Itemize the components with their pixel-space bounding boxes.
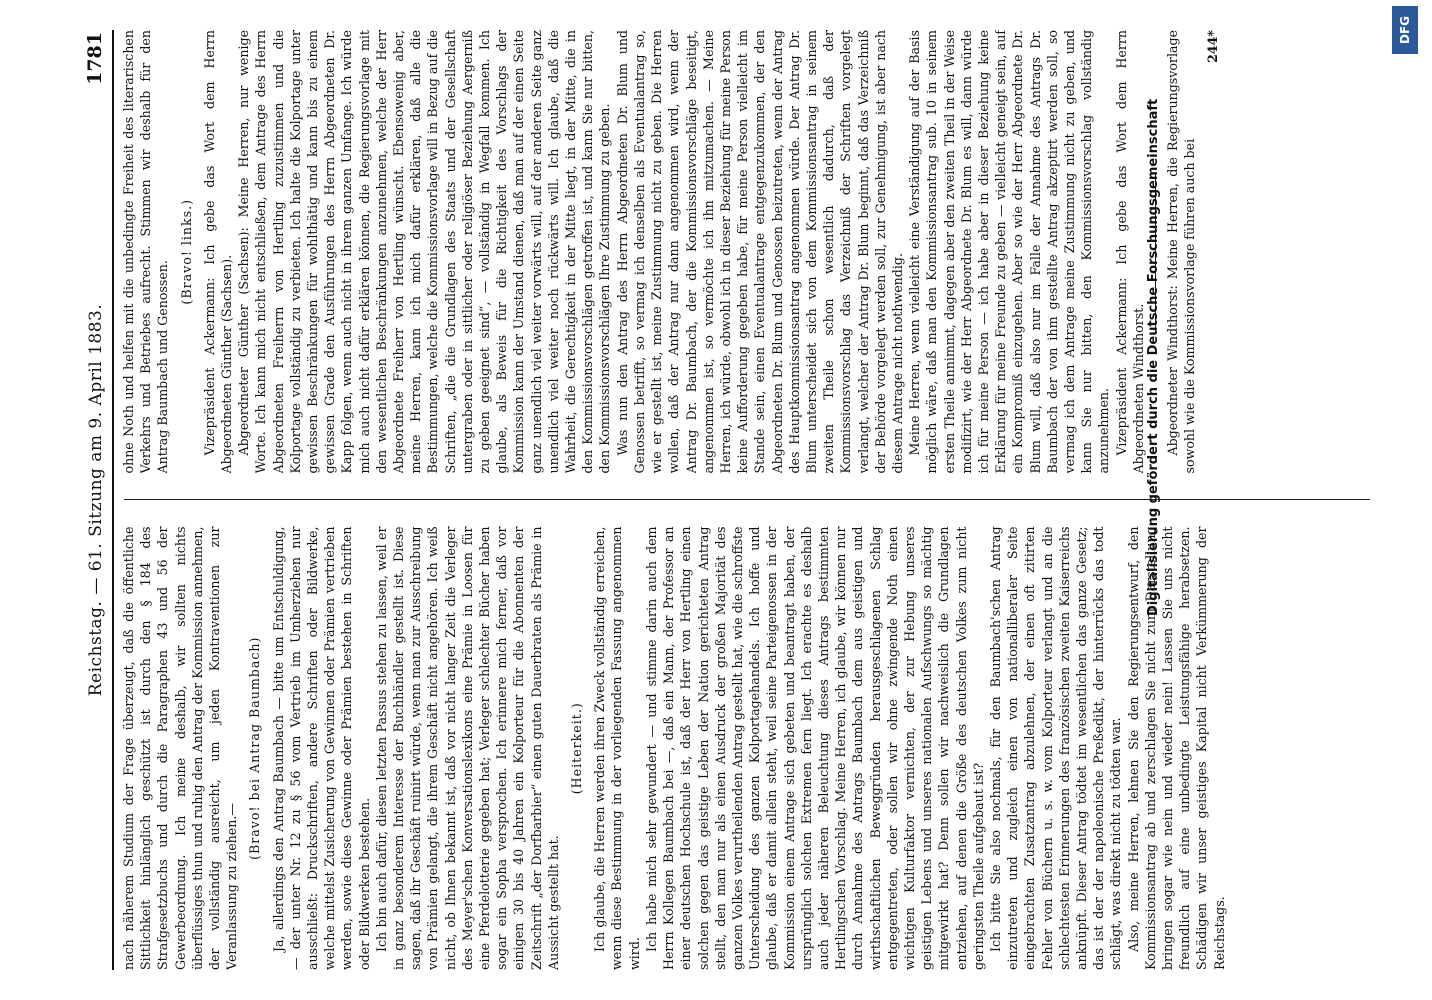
right-paragraph-4: Meine Herren, wenn vielleicht eine Verständigung auf der Basis möglich wäre, daß man den Kommissionsantrag sub. 10 in seinem ersten Theile annimmt, dagegen aber den zweiten Theil in der Weise modifizirt, wie der Herr Abgeordnete Dr. Blum es will, dann würde ich für meine Person — ich habe aber in dieser Beziehung keine Erklärung für meine Freunde zu geben — vielleicht geneigt sein, auf ein Kompromiß einzugehen. Aber so wie der Herr Abgeordnete Dr. Blum will, daß also nur im Falle der Annahme des Antrags Dr. Baumbach der von ihm gestellte Antrag akzeptirt werden soll, so vermag ich dem Antrage meine Zustimmung nicht zu geben, und kann Sie nur bitten, den Kommissionsvorschlag vollständig anzunehmen. (907, 30, 1112, 474)
left-paragraph-1: nach näherem Studium der Frage überzeugt, daß die öffentliche Sittlichkeit hinlänglich geschützt ist durch den § 184 des Strafgesetzbuchs und durch die Paragraphen 43 und 56 der Gewerbeordnung. Ich meine deshalb, wir sollten nichts überflüssiges thun und ruhig den Antrag der Kommission annehmen, der vollständig ausreicht, um jeden Kontraventionen zur Veranlassung zu ziehen.— (121, 526, 240, 970)
document-page (60, 0, 1400, 1000)
page-number: 1781 (84, 32, 106, 85)
sheet-signature: 244* (1205, 30, 1221, 63)
running-head (82, 30, 114, 970)
left-stage-note-2: (Heiterkeit.) (569, 702, 585, 795)
right-speaker-intro-1: Vizepräsident Ackermann: Ich gebe das Wort dem Herrn Abgeordneten Günther (Sachsen). (201, 30, 235, 474)
text-columns (120, 30, 1390, 970)
page-header-title: Reichstag. — 61. Sitzung am 9. April 1883. (86, 303, 106, 697)
left-stage-note-1: (Bravo! bei Antrag Baumbach) (247, 636, 263, 860)
right-column (120, 30, 1390, 474)
right-stage-note-1: (Bravo! links.) (178, 198, 194, 305)
column-divider (124, 500, 1370, 501)
left-paragraph-3: Ich bin auch dafür, diesen letzten Passus stehen zu lassen, weil er in ganz besonderem Interesse der Buchhändler gestellt ist. Diese sagen, daß ihr Geschäft ruinirt würde, wenn man zur Ausschreibung von Prämien gelangt, die ihrem Geschäft nicht angehören. Ich weiß nicht, ob Ihnen bekannt ist, daß vor nicht langer Zeit die Verleger des Meyer'schen Konversationslexikons eine Prämie in Loosen für eine Pferdelotterie gegeben hat; Verleger schlechter Bücher haben sogar ein Sopha versprochen. Ich erinnere mich ferner, daß vor einigen 30 bis 40 Jahren ein Kolporteur für die Abonnenten der Zeitschrift „der Dorfbarbier“ einen guten Dauerbraten als Prämie in Aussicht gestellt hat. (373, 526, 561, 970)
left-paragraph-2: Ja, allerdings den Antrag Baumbach — bitte um Entschuldigung, — der unter Nr. 12 zu § 56 vom Vertrieb im Umherziehen nur ausschließt: Druckschriften, andere Schriften oder Bildwerke, welche mittelst Zusicherung von Gewinnen oder Prämien vertrieben werden, sowie diese Gewinne oder Prämien bestehen in Schriften oder Bildwerken bestehen. (270, 526, 372, 970)
left-paragraph-5: Ich habe mich sehr gewundert — und stimme darin auch dem Herrn Kollegen Baumbach bei —, daß ein Mann, der Professor an einer deutschen Hochschule ist, daß der Herr von Hertling einen solchen gegen das geistige Leben der Nation gerichteten Antrag stellt, den man nur als einen Ausdruck der großen Majorität des ganzen Volkes verurtheilenden Antrag gestellt hat, wie die schroffste Unterscheidung des ganzen Kolportagehandels. Ich hoffe und glaube, daß er damit allein steht, weil seine Parteigenossen in der Kommission einem Antrage sich gebeten und beantragt haben, der ursprünglich solchen Extremen fern liegt. Ich erachte es deshalb auch jeder näheren Beleuchtung dieses Antrags bestimmten Hertlingschen Vorschlag. Meine Herren, ich glaube, wir können nur durch Annahme des Antrags Baumbach dem aus geistigen und wirthschaftlichen Beweggründen herausgeschlagenen Schlag entgegentreten, oder sollen wir ohne zwingende Noth einen wichtigen Kulturfaktor vernichten, der zur Hebung unseres geistigen Lebens und unseres nationalen Aufschwungs so mächtig mitgewirkt hat? Denn sollen wir nachweislich die Grundlagen entziehen, auf denen die Größe des deutschen Volkes zum nicht geringsten Theile aufgebaut ist? (643, 526, 986, 970)
right-paragraph-1: ohne Noth und helfen mit die unbedingte Freiheit des literarischen Verkehrs und Betriebes aufrecht. Stimmen wir deshalb für den Antrag Baumbach und Genossen. (121, 30, 171, 474)
dfg-logo-icon (1392, 6, 1418, 54)
right-speaker-intro-2: Vizepräsident Ackermann: Ich gebe das Wort dem Herrn Abgeordneten Windthorst. (1113, 30, 1146, 474)
right-paragraph-5: Abgeordneter Windthorst: Meine Herren, die Regierungsvorlage sowohl wie die Kommissionsvorlage führen auch bei (1164, 30, 1198, 474)
digitization-notice: Digitalisierung gefördert durch die Deutsche Forschungsgemeinschaft (1146, 98, 1162, 616)
left-paragraph-7: Also, meine Herren, lehnen Sie den Regierungsentwurf, den Kommissionsantrag ab und zerschlagen Sie nicht zum Darstellung bringen sogar wie nein und wieder nein! Lassen Sie uns nicht freundlich auf eine unbedingte Leistungsfähige herabsetzen. Schädigen wir unser geistiges Kapital nicht Verkümmerung der Reichstags. (1125, 526, 1227, 970)
right-paragraph-3: Was nun den Antrag des Herrn Abgeordneten Dr. Blum und Genossen betrifft, so vermag ich denselben als Eventualantrag so, wie er gestellt ist, meine Zustimmung nicht zu geben. Die Herren wollen, daß der Antrag nur dann angenommen wird, wenn der Antrag Dr. Baumbach, der die Kommissionsvorschläge beseitigt, angenommen ist, so vermöchte ich ihn mitzumachen. — Meine Herren, ich würde, obwohl ich in dieser Beziehung für meine Person keine Aufforderung gegeben habe, für meine Person vielleicht im Stande sein, einen Eventualantrage entgegenzukommen, der den Abgeordneten Dr. Blum und Genossen beizutreten, wenn der Antrag des Hauptkommissionsantrag angenommen würde. Der Antrag Dr. Blum unterscheidet sich von dem Kommissionsantrag in seinem zweiten Theile schon wesentlich dadurch, daß der Kommissionsvorschlag das Verzeichniß der Schriften vorgelegt verlangt, welcher der Antrag Dr. Blum beginnt, daß das Verzeichniß der Behörde vorgelegt werden soll, zur Genehmigung, ist aber nach diesem Antrage nicht nothwendig. (614, 30, 905, 474)
dfg-logo-text: DFG (1398, 15, 1413, 45)
right-paragraph-2: Abgeordneter Günther (Sachsen): Meine Herren, nur wenige Worte. Ich kann mich nicht entschließen, dem Antrage des Herrn Abgeordneten Freiherrn von Hertling zuzustimmen und die Kolportage vollständig zu verbieten. Ich halte die Kolportage unter gewissen Beschränkungen für wohlthätig und kann bis zu einem gewissen Grade den Ausführungen des Herrn Abgeordneten Dr. Kapp folgen, wenn auch nicht in ihrem ganzen Umfange. Ich würde mich auch nicht dafür erklären können, die Regierungsvorlage mit den wesentlichen Beschränkungen anzunehmen, welche der Herr Abgeordnete Freiherr von Hertling wünscht. Ebensowenig aber, meine Herren, kann ich mich dafür erklären, daß alle die Bestimmungen, welche die Kommissionsvorlage will in Bezug auf die Schriften, „die die Grundlagen des Staats und der Gesellschaft untergraben oder in sittlicher oder religiöser Beziehung Aergerniß zu geben geeignet sind“, — vollständig in Wegfall kommen. Ich glaube, als Beweis für die Richtigkeit des Vorschlags der Kommission kann der Umstand dienen, daß man auf der einen Seite ganz unendlich viel weiter vorwärts will, auf der anderen Seite ganz unendlich viel weiter noch rückwärts will. Ich glaube, daß die Wahrheit, die Gerechtigkeit in der Mitte liegt, in der Mitte, die in den Kommissionsvorschlägen getroffen ist, und kann Sie nur bitten, den Kommissionsvorschlägen Ihre Zustimmung zu geben. (236, 30, 613, 474)
left-column (120, 527, 1390, 971)
left-paragraph-6: Ich bitte Sie also nochmals, für den Baumbach'schen Antrag einzutreten und zugleich einen von nationalliberaler Seite eingebrachten Zusatzantrag abzulehnen, der einen oft zitirten Fehler von Büchern u. s. w. vom Kolporteur verlangt und an die schlechtesten Erinnerungen des französischen zweiten Kaiserreichs anknüpft. Dieser Antrag tödtet im wesentlichen das ganze Gesetz; das ist der der napoleonische Preßedikt, der hinterrücks das todt schlägt, was direkt nicht zu tödten war. (987, 526, 1124, 970)
left-paragraph-4: Ich glaube, die Herren werden ihren Zweck vollständig erreichen, wenn diese Bestimmung in der vorliegenden Fassung angenommen wird. (592, 526, 642, 970)
